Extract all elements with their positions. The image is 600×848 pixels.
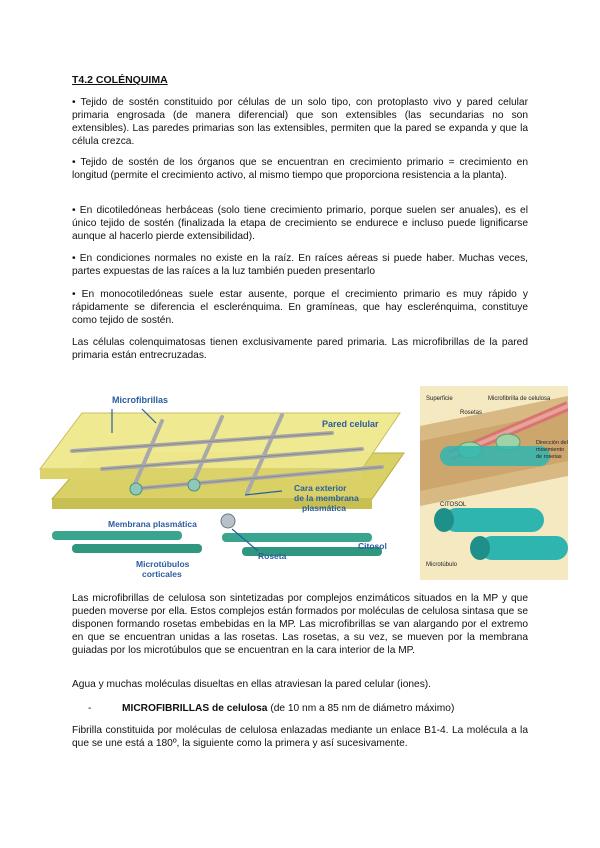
paragraph-1: • Tejido de sostén constituido por células de un solo tipo, con protoplasto vivo y pared celular primaria engrosada (de manera diferencial) que son extensibles (las secundarias no son extensibles). Las paredes primarias son las extensibles, permiten que la pared se expanda y que la célula crezca. [72, 97, 528, 147]
label-microtubulo: Microtúbulo [426, 562, 458, 568]
paragraph-4: • En condiciones normales no existe en la raíz. En raíces aéreas si puede haber. Muchas veces, partes expuestas de las raíces a la luz también pueden presentarlo [72, 253, 528, 277]
list-item-rest: (de 10 nm a 85 nm de diámetro máximo) [267, 703, 455, 714]
label-direccion-3: de rosetas [536, 454, 562, 460]
paragraph-5: • En monocotiledóneas suele estar ausente, porque el crecimiento primario es muy rápido y rápidamente se diferencia el esclerénquima. En gramíneas, que hay esclerénquima, constituye como tejido de sostén. [72, 289, 528, 326]
label-pared-celular: Pared celular [322, 419, 379, 429]
list-item-microfibrillas [72, 702, 528, 715]
section-title: T4.2 COLÉNQUIMA [72, 74, 168, 86]
label-direccion-1: Dirección del [536, 440, 568, 446]
paragraph-2: • Tejido de sostén de los órganos que se encuentran en crecimiento primario = crecimiento en longitud (permite el crecimiento activo, al mismo tiempo que proporciona resistencia a la planta). [72, 157, 528, 181]
list-item-bold: MICROFIBRILLAS de celulosa [122, 703, 268, 714]
label-microtubulos-2: corticales [142, 569, 182, 579]
label-citosol: Citosol [358, 541, 387, 551]
label-roseta: Roseta [258, 551, 287, 561]
label-microfibrillas: Microfibrillas [112, 395, 169, 405]
label-rosetas: Rosetas [460, 410, 483, 416]
paragraph-6: Las células colenquimatosas tienen exclusivamente pared primaria. Las microfibrillas de la pared primaria están entrecruzadas. [72, 337, 528, 361]
label-cara-exterior-3: plasmática [302, 503, 346, 513]
label-membrana-plasmatica: Membrana plasmática [108, 519, 197, 529]
rosette-detail-diagram [420, 386, 568, 580]
label-superficie: Superficie [426, 396, 453, 402]
paragraph-3: • En dicotiledóneas herbáceas (solo tiene crecimiento primario, porque suelen ser anuales), es el único tejido de sostén (finalizada la etapa de crecimiento se endurece e incluso puede lignificarse aunque al hacerlo pierde extensibilidad). [72, 205, 528, 242]
label-cara-exterior-1: Cara exterior [294, 483, 347, 493]
label-microfibrilla: Microfibrilla de celulosa [488, 396, 551, 402]
paragraph-8: Agua y muchas moléculas disueltas en ellas atraviesan la pared celular (iones). [72, 679, 432, 690]
paragraph-7: Las microfibrillas de celulosa son sintetizadas por complejos enzimáticos situados en la MP y que pueden moverse por ella. Estos complejos están formados por moléculas de celulosa sintasa que se disponen formando rosetas embebidas en la MP. Las microfibrillas se van alargando por el extremo en que se encuentran unidas a las rosetas. Las rosetas, a su vez, se mueven por la membrana guiadas por los microtúbulos que se encuentran en la cara interior de la MP. [72, 593, 528, 656]
list-dash: - [88, 703, 92, 714]
label-microtubulos-1: Microtúbulos [136, 559, 190, 569]
label-citosol-right: CITOSOL [440, 502, 467, 508]
label-direccion-2: movimiento [536, 447, 565, 453]
cell-wall-diagram [32, 381, 410, 581]
paragraph-9: Fibrilla constituida por moléculas de celulosa enlazadas mediante un enlace B1-4. La molécula a la que se une está a 180º, la siguiente como la primera y así sucesivamente. [72, 725, 528, 749]
label-cara-exterior-2: de la membrana [294, 493, 359, 503]
